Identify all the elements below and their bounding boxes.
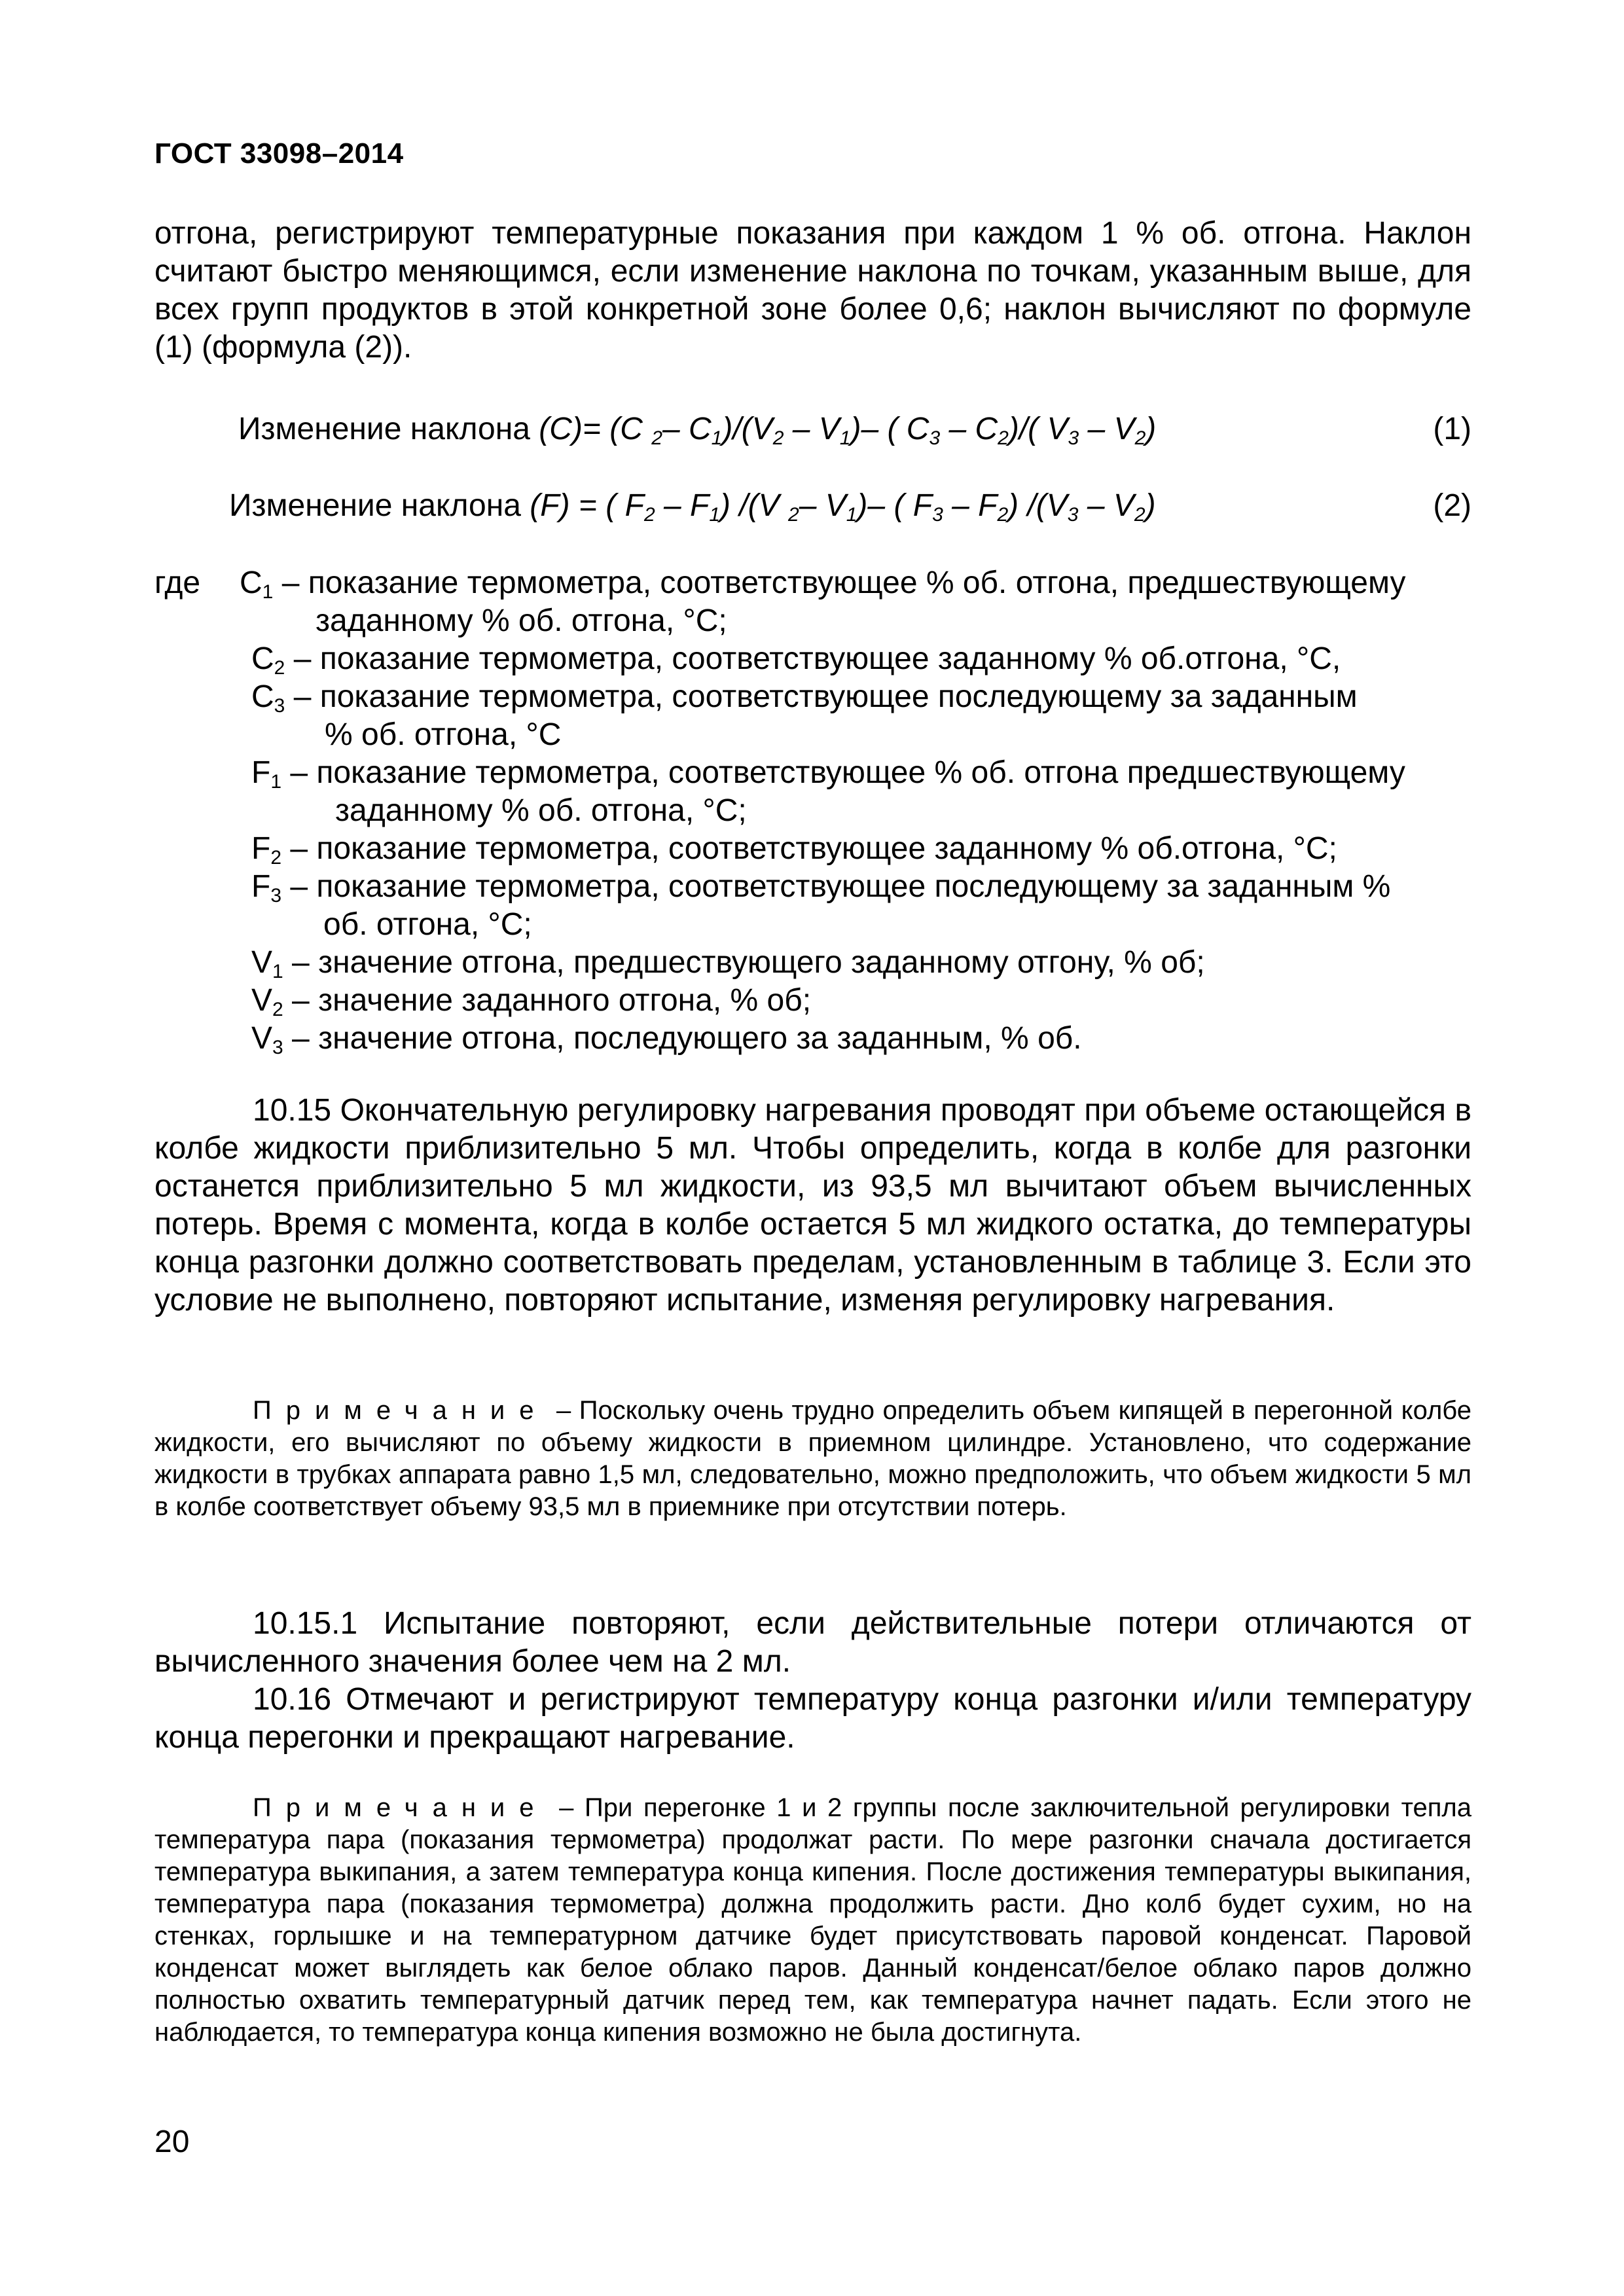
section-10-15-1 bbox=[154, 1605, 1471, 1681]
section-10-16 bbox=[154, 1681, 1471, 1757]
note-2 bbox=[154, 1792, 1471, 2049]
note-2-text: – При перегонке 1 и 2 группы после заключительной регулировки тепла температура пара (показания термометра) продолжат расти. По мере разгонки сначала достигается температура выкипания, а затем температура конца кипения. После достижения температуры выкипания, температура пара (показания термометра) должна продолжить расти. Дно колб будет сухим, но на стенках, горлышке и на температурном датчике будет присутствовать паровой конденсат. Паровой конденсат может выглядеть как белое облако паров. Данный конденсат/белое облако паров должно полностью охватить температурный датчик перед тем, как температура начнет падать. Если этого не наблюдается, то температура конца кипения возможно не была достигнута. bbox=[154, 1793, 1471, 2047]
definition-c2: $C_2$ – показание термометра, соответствующее заданному % об.отгона, °C, bbox=[251, 641, 1341, 679]
note-2-label: Примечание bbox=[253, 1793, 549, 1822]
page-number: 20 bbox=[154, 2125, 190, 2159]
intro-paragraph: отгона, регистрируют температурные показания при каждом 1 % об. отгона. Наклон считают быстро меняющимся, если изменение наклона по точкам, указанным выше, для всех групп продуктов в этой конкретной зоне более 0,6; наклон вычисляют по формуле (1) (формула (2)). bbox=[154, 216, 1471, 365]
definition-v1: $V_1$ – значение отгона, предшествующего заданному отгону, % об; bbox=[251, 945, 1205, 982]
definition-f3: $F_3$ – показание термометра, соответствующее последующему за заданным % об. отгона, °C; bbox=[251, 869, 1391, 942]
definition-f2: $F_2$ – показание термометра, соответствующее заданному % об.отгона, °C; bbox=[251, 831, 1337, 869]
definition-f1: $F_1$ – показание термометра, соответствующее % об. отгона предшествующему заданному % об. отгона, °C; bbox=[251, 755, 1405, 828]
formula-1 bbox=[154, 411, 1471, 450]
note-1-label: Примечание bbox=[253, 1396, 549, 1425]
document-header: ГОСТ 33098–2014 bbox=[154, 137, 404, 170]
formula-2-expression: Изменение наклона (F) = ( $F_2 - F_1$) /(V $_2$– $V_1)-$ ( $F_3 - F_2$) $/(V_3 - V_2)$ bbox=[229, 488, 1156, 526]
section-10-16-text: 10.16 Отмечают и регистрируют температуру конца разгонки и/или температуру конца перегонки и прекращают нагревание. bbox=[154, 1682, 1471, 1755]
definition-c1: $C_1$ – показание термометра, соответствующее % об. отгона, предшествующему заданному % об. отгона, °C; bbox=[240, 565, 1406, 638]
definition-v2: $V_2$ – значение заданного отгона, % об; bbox=[251, 983, 812, 1020]
formula-1-number: (1) bbox=[1433, 412, 1471, 446]
formula-2-number: (2) bbox=[1433, 488, 1471, 523]
formula-1-expression: Изменение наклона (C)= (C $_2$– $C_1)/(V_2 - V_1)-$ ( $C_3 - C_2)/$( $V_3 - V_2$) bbox=[238, 412, 1157, 449]
where-label: где bbox=[154, 565, 201, 600]
formula-2 bbox=[154, 488, 1471, 527]
section-10-15 bbox=[154, 1092, 1471, 1319]
formula-2-math: (F) = ( $F_2 - F_1$) /(V $_2$– $V_1)-$ ( $F_3 - F_2$) $/(V_3 - V_2)$ bbox=[530, 488, 1156, 526]
definition-c3: $C_3$ – показание термометра, соответствующее последующему за заданным % об. отгона, °C bbox=[251, 679, 1358, 752]
definition-v3: $V_3$ – значение отгона, последующего за заданным, % об. bbox=[251, 1021, 1082, 1058]
note-1-text: – Поскольку очень трудно определить объем кипящей в перегонной колбе жидкости, его вычисляют по объему жидкости в приемном цилиндре. Установлено, что содержание жидкости в трубках аппарата равно 1,5 мл, следовательно, можно предположить, что объем жидкости 5 мл в колбе соответствует объему 93,5 мл в приемнике при отсутствии потерь. bbox=[154, 1396, 1471, 1521]
definitions-list bbox=[154, 564, 1471, 1062]
section-10-15-1-text: 10.15.1 Испытание повторяют, если действительные потери отличаются от вычисленного значения более чем на 2 мл. bbox=[154, 1606, 1471, 1679]
formula-1-math: (C)= (C $_2$– $C_1)/(V_2 - V_1)-$ ( $C_3 - C_2)/$( $V_3 - V_2$) bbox=[539, 412, 1157, 449]
section-10-15-text: 10.15 Окончательную регулировку нагревания проводят при объеме остающейся в колбе жидкости приблизительно 5 мл. Чтобы определить, когда в колбе для разгонки останется приблизительно 5 мл жидкости, из 93,5 мл вычитают объем вычисленных потерь. Время с момента, когда в колбе остается 5 мл жидкого остатка, до температуры конца разгонки должно соответствовать пределам, установленным в таблице 3. Если это условие не выполнено, повторяют испытание, изменяя регулировку нагревания. bbox=[154, 1093, 1471, 1318]
note-1 bbox=[154, 1395, 1471, 1523]
